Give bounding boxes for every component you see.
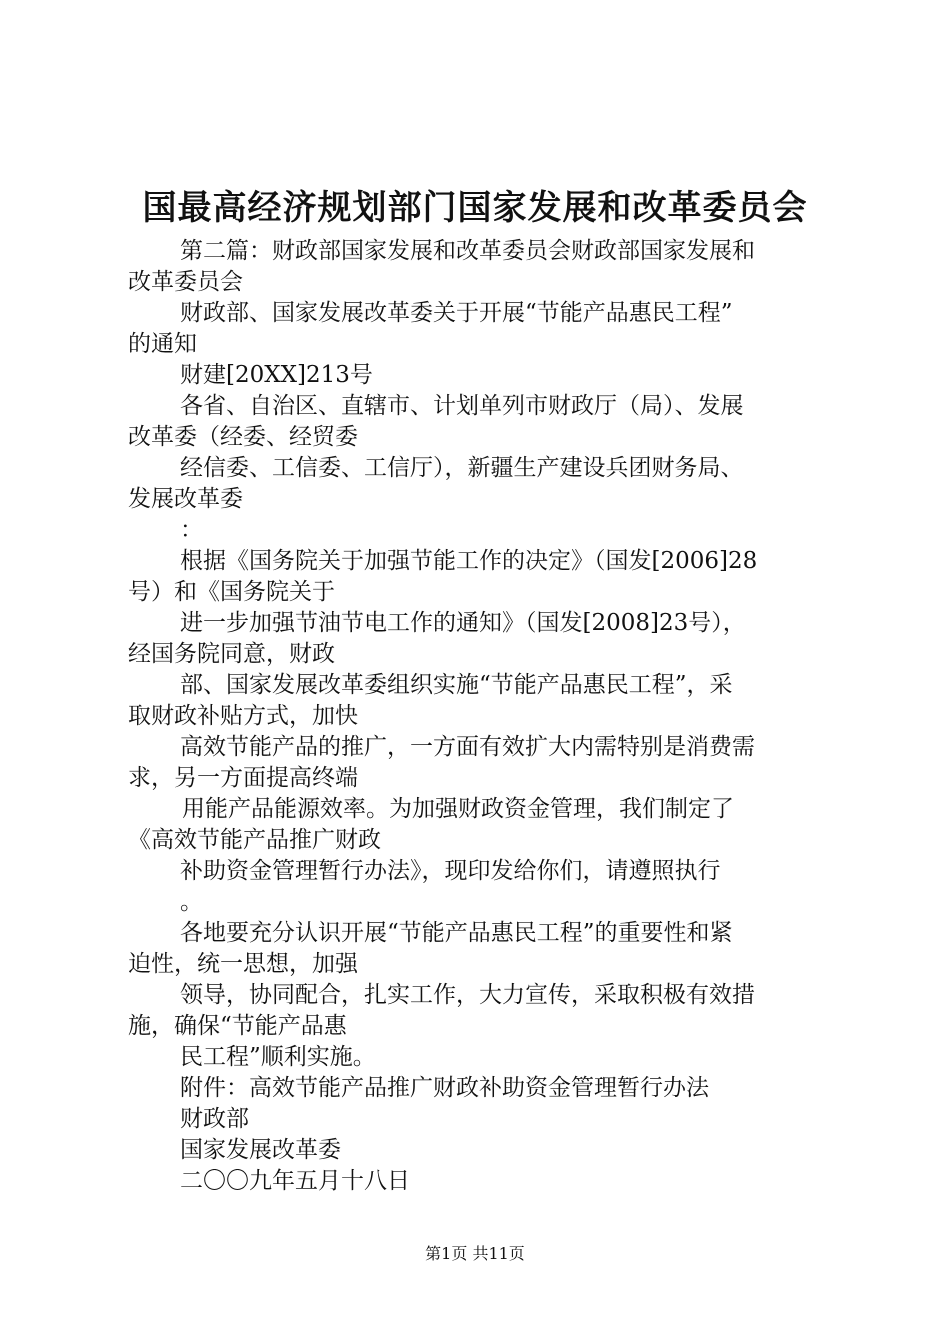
text-line: 附件：高效节能产品推广财政补助资金管理暂行办法: [180, 1075, 709, 1101]
text-line: 号）和《国务院关于: [128, 579, 335, 605]
text-line: 国家发展改革委: [180, 1137, 341, 1163]
page-footer: 第1页 共11页: [425, 1244, 525, 1263]
text-line: 用能产品能源效率。为加强财政资金管理，我们制定了: [182, 796, 734, 822]
text-line: 领导，协同配合，扎实工作，大力宣传，采取积极有效措: [180, 982, 755, 1008]
text-line: 经国务院同意，财政: [128, 641, 335, 667]
text-line: 经信委、工信委、工信厅），新疆生产建设兵团财务局、: [180, 455, 744, 481]
text-line: 取财政补贴方式，加快: [128, 703, 358, 729]
text-line: 二〇〇九年五月十八日: [180, 1168, 410, 1194]
text-line: ：: [180, 517, 203, 543]
text-line: 财建[20XX]213号: [180, 362, 373, 388]
text-line: 求，另一方面提高终端: [128, 765, 358, 791]
text-line: 。: [180, 889, 203, 915]
text-line: 各地要充分认识开展“节能产品惠民工程”的重要性和紧: [180, 920, 733, 946]
document-title: 国最高经济规划部门国家发展和改革委员会: [142, 188, 808, 228]
text-line: 施，确保“节能产品惠: [128, 1013, 347, 1039]
text-line: 改革委员会: [128, 269, 243, 295]
document-body: [128, 236, 838, 1197]
text-line: 迫性，统一思想，加强: [128, 951, 358, 977]
text-line: 财政部: [180, 1106, 249, 1132]
text-line: 发展改革委: [128, 486, 243, 512]
text-line: 补助资金管理暂行办法》，现印发给你们，请遵照执行: [180, 858, 721, 884]
text-line: 《高效节能产品推广财政: [128, 827, 381, 853]
text-line: 根据《国务院关于加强节能工作的决定》（国发[2006]28: [180, 548, 758, 574]
text-line: 部、国家发展改革委组织实施“节能产品惠民工程”，采: [180, 672, 733, 698]
text-line: 高效节能产品的推广，一方面有效扩大内需特别是消费需: [180, 734, 755, 760]
text-line: 改革委（经委、经贸委: [128, 424, 358, 450]
text-line: 第二篇：财政部国家发展和改革委员会财政部国家发展和: [180, 238, 755, 264]
text-line: 各省、自治区、直辖市、计划单列市财政厅（局）、发展: [180, 393, 744, 419]
text-line: 进一步加强节油节电工作的通知》（国发[2008]23号），: [180, 610, 746, 636]
text-line: 的通知: [128, 331, 197, 357]
text-line: 财政部、国家发展改革委关于开展“节能产品惠民工程”: [180, 300, 733, 326]
text-line: 民工程”顺利实施。: [180, 1044, 376, 1070]
